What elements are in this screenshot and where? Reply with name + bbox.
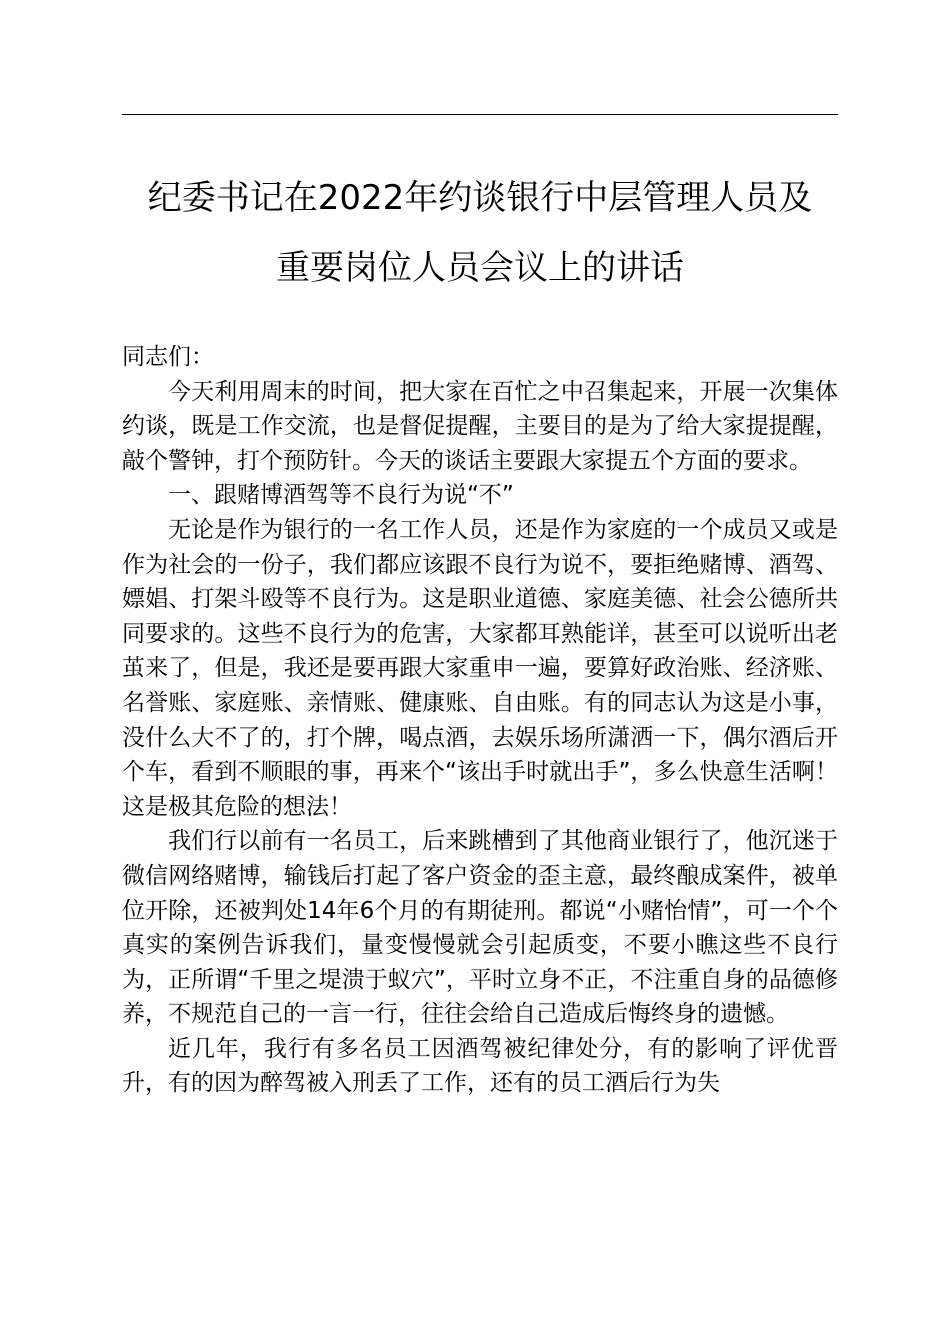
paragraph: 我们行以前有一名员工，后来跳槽到了其他商业银行了，他沉迷于微信网络赌博，输钱后打起了客户资金的歪主意，最终酿成案件，被单位开除，还被判处14年6个月的有期徒刑。都说“小赌怡情”，可一个个真实的案例告诉我们，量变慢慢就会引起质变，不要小瞧这些不良行为，正所谓“千里之堤溃于蚁穴”，平时立身不正，不注重自身的品德修养，不规范自己的一言一行，往往会给自己造成后悔终身的遗憾。 xyxy=(122,828,838,1028)
salutation: 同志们： xyxy=(122,344,214,370)
section-heading: 一、跟赌博酒驾等不良行为说“不” xyxy=(168,482,514,509)
document-body xyxy=(122,340,838,1101)
document-title-line-1: 纪委书记在2022年约谈银行中层管理人员及 xyxy=(147,178,813,218)
document-title-line-2: 重要岗位人员会议上的讲话 xyxy=(276,248,684,288)
header-rule xyxy=(122,114,838,115)
paragraph: 无论是作为银行的一名工作人员，还是作为家庭的一个成员又或是作为社会的一份子，我们都应该跟不良行为说不，要拒绝赌博、酒驾、嫖娼、打架斗殴等不良行为。这是职业道德、家庭美德、社会公德所共同要求的。这些不良行为的危害，大家都耳熟能详，甚至可以说听出老茧来了，但是，我还是要再跟大家重申一遍，要算好政治账、经济账、名誉账、家庭账、亲情账、健康账、自由账。有的同志认为这是小事，没什么大不了的，打个牌，喝点酒，去娱乐场所潇洒一下，偶尔酒后开个车，看到不顺眼的事，再来个“该出手时就出手”，多么快意生活啊！这是极其危险的想法！ xyxy=(122,516,838,820)
paragraph: 近几年，我行有多名员工因酒驾被纪律处分，有的影响了评优晋升，有的因为醉驾被入刑丢了工作，还有的员工酒后行为失 xyxy=(122,1035,838,1097)
paragraph: 今天利用周末的时间，把大家在百忙之中召集起来，开展一次集体约谈，既是工作交流，也是督促提醒，主要目的是为了给大家提提醒，敲个警钟，打个预防针。今天的谈话主要跟大家提五个方面的要求。 xyxy=(122,378,838,474)
